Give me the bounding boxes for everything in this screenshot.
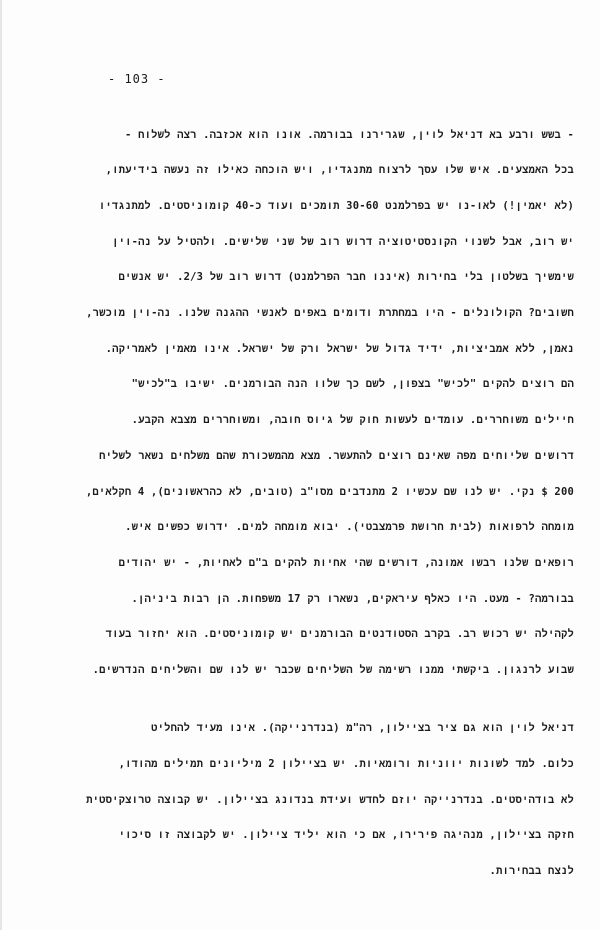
paragraph-1-line-3: (לא יאמין!) לאו-נו יש בפרלמנט 30-60 תומכים ועוד כ-40 קומוניסטים. למתנגדיו [98, 200, 574, 212]
paragraph-1-line-8: הם רוצים להקים "לכיש" בצפון, לשם כך שלוו הנה הבורמנים. ישיבו ב"לכיש" [131, 378, 574, 390]
paragraph-2-line-4: חזקה בציילון, מנהיגה פירירו, אם כי הוא יליד ציילון. יש לקבוצה זו סיכוי [118, 829, 574, 841]
paragraph-1-line-15: לקהילה יש רכוש רב. בקרב הסטודנטים הבורמנים יש קומוניסטים. הוא יחזור בעוד [105, 628, 574, 640]
paragraph-1-line-4: יש רוב, אבל לשנוי הקונסטיטוציה דרוש רוב של שני שלישים. ולהטיל על נה-וין [112, 236, 574, 248]
paragraph-1-line-10: דרושים שליוחים מפה שאינם רוצים להתעשר. מצא מהמשכורת שהם משלחים נשאר לשליח [99, 450, 574, 462]
paragraph-1-line-11: 200 $ נקי. יש לנו שם עכשיו 2 מתנדבים מסו"ב (טובים, לא כהראשונים), 4 חקלאים, [85, 486, 574, 498]
paragraph-1-line-6: חשובים? הקולונלים - היו במחתרת ודומים באפים לאנשי ההגנה שלנו. נה-וין מוכשר, [86, 307, 574, 319]
paragraph-2-line-3: לא בודהיסטים. בנדרנייקה יוזם לחדש ועידת בנדונג בציילון. יש קבוצה טרוצקיסטית [86, 794, 574, 806]
paragraph-1-line-16: שבוע לרנגון. ביקשתי ממנו רשימה של השליחים שכבר יש לנו שם והשליחים הנדרשים. [92, 664, 574, 676]
paragraph-1-line-7: נאמן, ללא אמביציות, ידיד גדול של ישראל ורק של ישראל. אינו מאמין לאמריקה. [105, 343, 574, 355]
paragraph-2-line-5: לנצח בבחירות. [489, 865, 574, 877]
paragraph-2-line-2: כלום. למד לשונות יווניות ורומאיות. יש בציילון 2 מיליונים תמילים מהודו, [118, 758, 574, 770]
paragraph-1-line-9: חיילים משוחררים. עומדים לעשות חוק של גיוס חובה, ומשוחררים מצבא הקבע. [131, 414, 574, 426]
paragraph-1-line-13: רופאים שלנו רבשו אמונה, דורשים שהי אחיות להקים ב"ם לאחיות, - יש יהודים [118, 557, 574, 569]
paragraph-1-line-2: בכל האמצעים. איש שלו עסך לרצוח מתנגדיו, ויש הוכחה כאילו זה נעשה בידיעתו, [105, 164, 574, 176]
paragraph-1-line-12: מומחה לרפואות (לבית חרושת פרמצבטי). יבוא מומחה למים. ידרוש כפשים איש. [125, 521, 574, 533]
paragraph-1-line-1: - בשש ורבע בא דניאל לוין, שגרירנו בבורמה. אונו הוא אכזבה. רצה לשלוח - [125, 129, 574, 141]
page-number: - 103 - [108, 72, 166, 86]
paragraph-1-line-14: בבורמה? - מעט. היו כאלף עיראקים, נשארו רק 17 משפחות. הן רבות ביניהן. [131, 593, 574, 605]
paragraph-1-line-5: שימשיך בשלטון בלי בחירות (איננו חבר הפרלמנט) דרוש רוב של 2/3. יש אנשים [118, 271, 574, 283]
page-edge-shadow [0, 0, 2, 930]
paragraph-2-line-1: דניאל לוין הוא גם ציר בציילון, רה"מ (בנדרנייקה). אינו מעיד להחליט [151, 722, 574, 734]
